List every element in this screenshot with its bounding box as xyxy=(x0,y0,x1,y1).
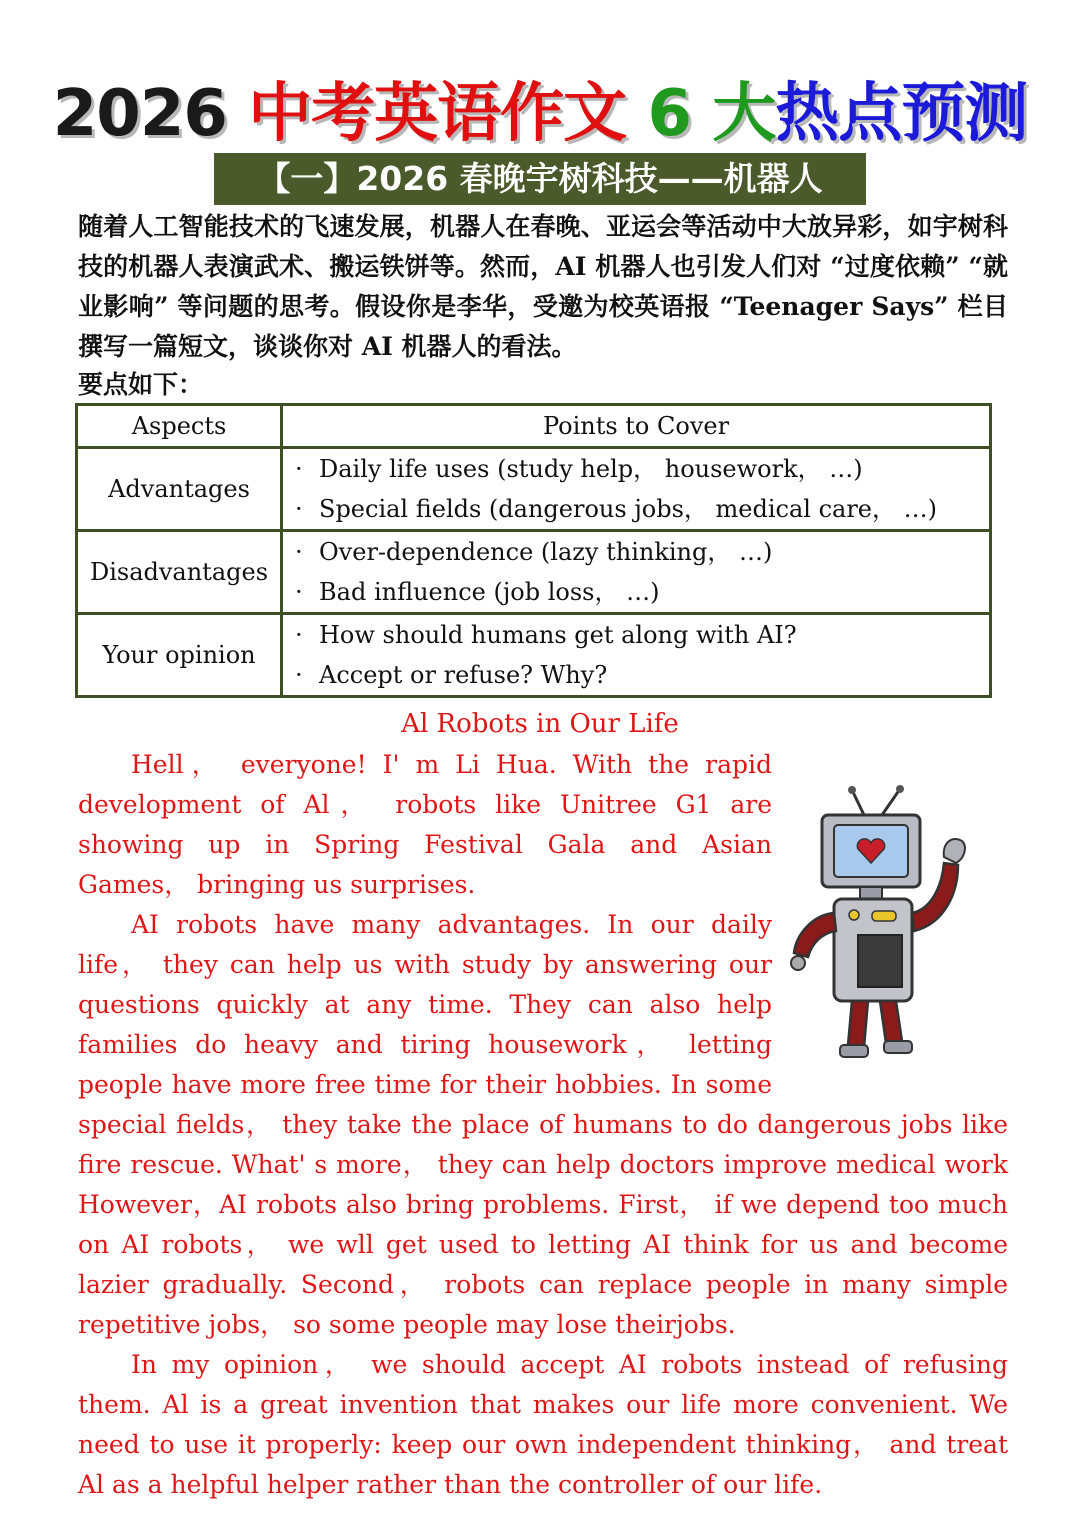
point-text: How should humans get along with AI? xyxy=(319,621,797,649)
table-row xyxy=(77,614,991,697)
page-title xyxy=(0,74,1080,154)
title-part2: 大 xyxy=(712,77,776,151)
essay-body xyxy=(78,745,1008,1505)
point-item xyxy=(295,489,989,529)
aspect-cell: Advantages xyxy=(77,448,282,531)
bullet-dot-icon: · xyxy=(295,495,303,523)
point-text: Special fields (dangerous jobs， medical care， …) xyxy=(319,495,937,523)
robot-illustration-svg xyxy=(772,785,1008,1085)
section-banner: 【一】2026 春晚宇树科技——机器人 xyxy=(214,153,866,205)
points-label: 要点如下： xyxy=(78,370,204,399)
essay-title: Al Robots in Our Life xyxy=(401,709,679,739)
point-item xyxy=(295,655,989,695)
point-item xyxy=(295,615,989,655)
point-item xyxy=(295,572,989,612)
title-part1: 中考英语作文 xyxy=(248,77,627,151)
intro-paragraph: 随着人工智能技术的飞速发展，机器人在春晚、亚运会等活动中大放异彩，如宇树科技的机器人表演武术、搬运铁饼等。然而，AI 机器人也引发人们对 “过度依赖” “就业影响” 等问题的思考。假设你是李华，受邀为校英语报 “Teenager Says” 栏目撰写一篇短文，谈谈你对 AI 机器人的看法。 xyxy=(78,212,1008,361)
bullet-dot-icon: · xyxy=(295,578,303,606)
title-year: 2026 xyxy=(52,77,249,151)
point-text: Over-dependence (lazy thinking， …) xyxy=(319,538,773,566)
bullet-dot-icon: · xyxy=(295,661,303,689)
title-number: 6 xyxy=(626,77,713,151)
point-text: Bad influence (job loss， …) xyxy=(319,578,660,606)
essay-paragraph: Hell， everyone! I' m Li Hua. With the rapid development of Al， robots like Unitree G1 are showing up in Spring Festival Gala and Asian Games， bringing us surprises. xyxy=(78,750,772,899)
bullet-dot-icon: · xyxy=(295,621,303,649)
title-part3: 热点预测 xyxy=(775,77,1028,151)
point-item xyxy=(295,449,989,489)
point-text: Daily life uses (study help， housework， …) xyxy=(319,455,863,483)
aspect-cell: Disadvantages xyxy=(77,531,282,614)
header-points: Points to Cover xyxy=(282,405,991,448)
point-text: Accept or refuse? Why? xyxy=(319,661,608,689)
points-cell xyxy=(282,614,991,697)
points-cell xyxy=(282,448,991,531)
header-aspects: Aspects xyxy=(77,405,282,448)
points-cell xyxy=(282,531,991,614)
aspect-cell: Your opinion xyxy=(77,614,282,697)
table-header-row xyxy=(77,405,991,448)
point-item xyxy=(295,532,989,572)
bullet-dot-icon: · xyxy=(295,538,303,566)
essay-paragraph: In my opinion， we should accept AI robots instead of refusing them. Al is a great invention that makes our life more convenient. We need to use it properly: keep our own independent thinking， and treat Al as a helpful helper rather than the controller of our life. xyxy=(78,1350,1008,1499)
robot-illustration xyxy=(772,785,1008,1085)
bullet-dot-icon: · xyxy=(295,455,303,483)
requirements-table xyxy=(75,403,992,698)
table-row xyxy=(77,448,991,531)
essay-paragraph: AI robots have many advantages. In our daily life， they can help us with study by answering our questions quickly at any time. They can also help families do heavy and tiring housework， letting people have more free time for their hobbies. In some special fields， they take the place of humans to do dangerous jobs like fire rescue. What' s more， they can help doctors improve medical work However，AI robots also bring problems. First， if we depend too much on AI robots， we wll get used to letting AI think for us and become lazier gradually. Second， robots can replace people in many simple repetitive jobs， so some people may lose theirjobs. xyxy=(78,910,1008,1339)
table-row xyxy=(77,531,991,614)
